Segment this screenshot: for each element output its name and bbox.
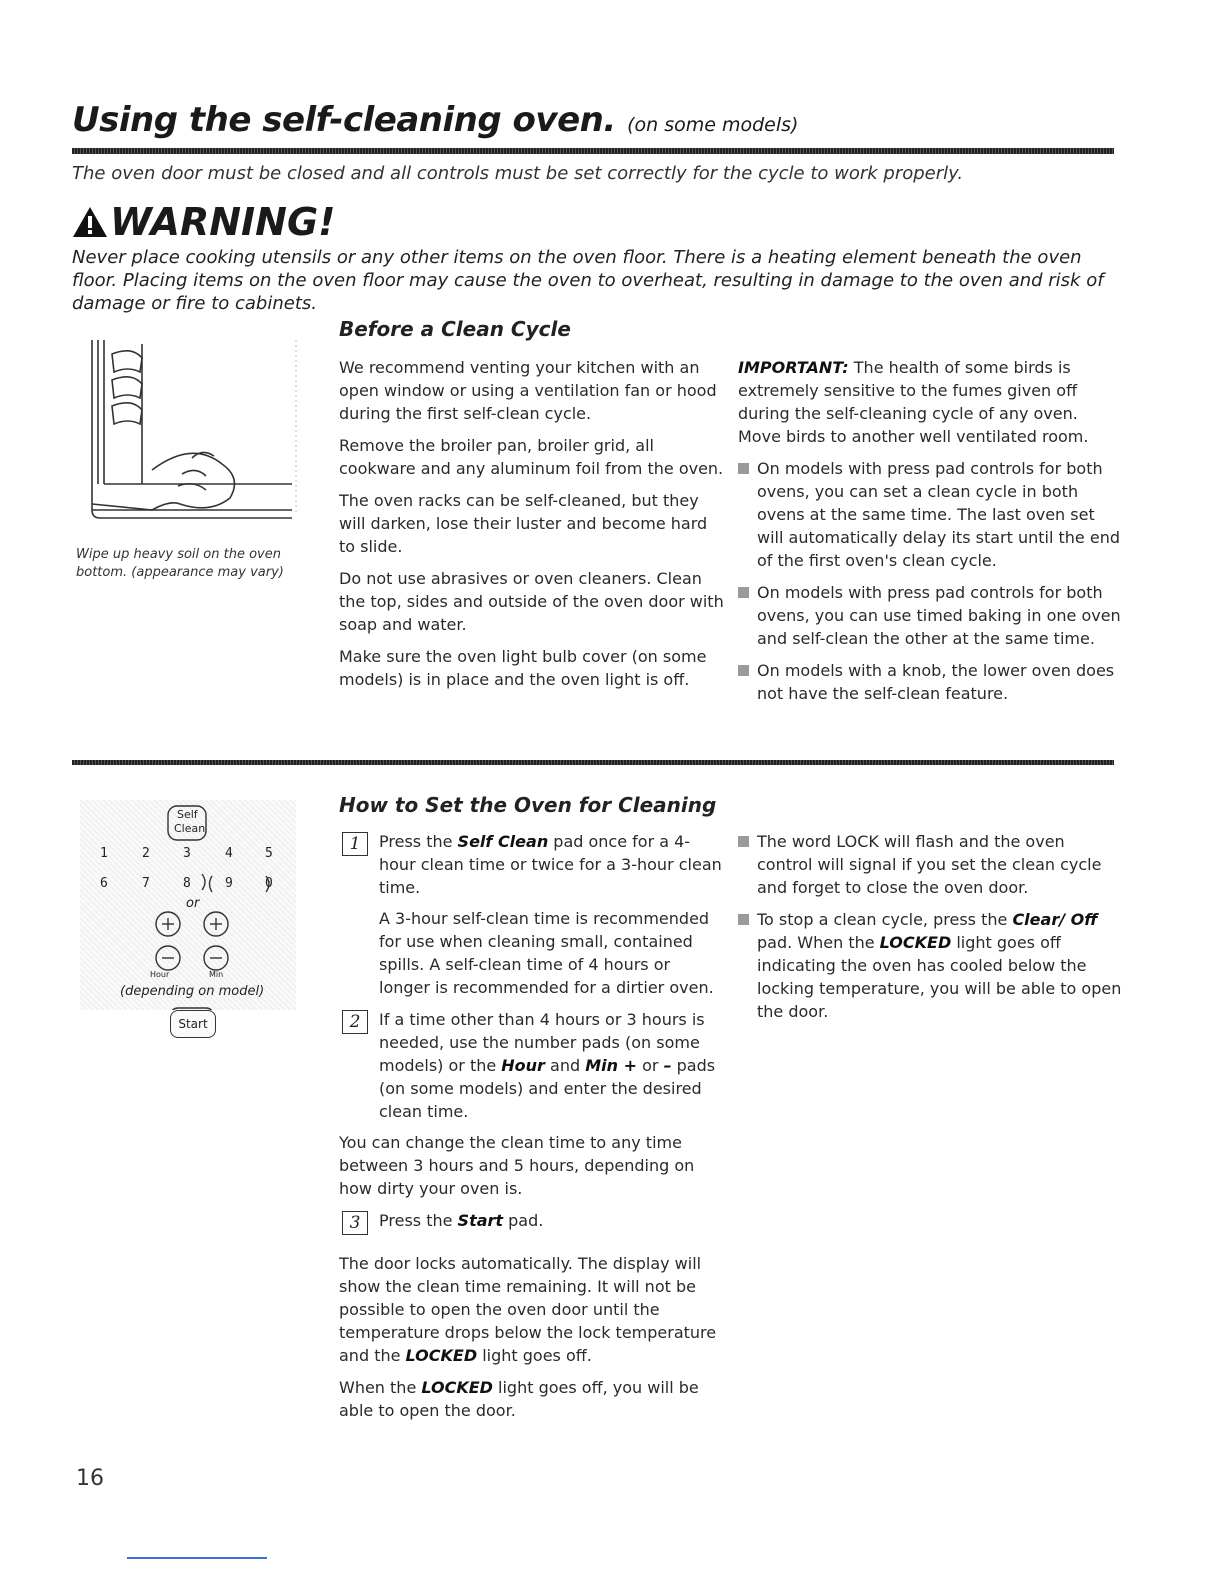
section-divider	[72, 760, 1114, 765]
number-key-6: 6	[100, 876, 108, 891]
step-text: pad once for a 4-hour clean time or twice for a 3-hour clean time.	[379, 832, 722, 897]
step-text: and	[544, 1056, 586, 1075]
number-key-9: 9	[225, 876, 233, 891]
before-column-left	[339, 356, 724, 700]
number-key-0: 0	[265, 876, 273, 891]
step-text: pads (on some models) and enter the desired clean time.	[379, 1056, 716, 1121]
list-item	[738, 830, 1123, 899]
minus-pad-label: –	[663, 1056, 672, 1075]
how-to-column-right	[738, 830, 1123, 1032]
bullet-square-icon	[738, 914, 749, 925]
oven-bottom-illustration	[82, 334, 302, 522]
min-pad-label: Min +	[585, 1056, 638, 1075]
warning-triangle-icon	[72, 206, 108, 238]
step-text: or	[637, 1056, 664, 1075]
number-key-3: 3	[183, 846, 191, 861]
before-paragraph: Make sure the oven light bulb cover (on some models) is in place and the oven light is off.	[339, 647, 707, 689]
bullet-square-icon	[738, 665, 749, 676]
number-key-1: 1	[100, 846, 108, 861]
before-column-right	[738, 356, 1123, 714]
list-item-text: On models with a knob, the lower oven does not have the self-clean feature.	[757, 661, 1115, 703]
paragraph-text: When the	[339, 1378, 422, 1397]
self-clean-pad-label: Self Clean	[457, 832, 549, 851]
warning-title: WARNING!	[110, 200, 336, 244]
warning-text: Never place cooking utensils or any other items on the oven floor. There is a heating element beneath the oven floor. Placing items on the oven floor may cause the oven to overheat, resulting in damage to the oven and risk of damage or fire to cabinets.	[72, 247, 1104, 314]
step-number-2: 2	[342, 1010, 368, 1034]
step-text: Press the	[379, 832, 458, 851]
before-clean-heading: Before a Clean Cycle	[339, 317, 571, 341]
self-clean-key-top: Self	[177, 808, 198, 821]
before-paragraph: Do not use abrasives or oven cleaners. Clean the top, sides and outside of the oven door with soap and water.	[339, 569, 724, 634]
intro-text: The oven door must be closed and all controls must be set correctly for the cycle to work properly.	[72, 163, 964, 184]
page-title-subtitle: (on some models)	[627, 114, 799, 136]
change-time-paragraph: You can change the clean time to any time between 3 hours and 5 hours, depending on how dirty your oven is.	[339, 1133, 695, 1198]
step-3	[339, 1209, 724, 1232]
how-to-heading: How to Set the Oven for Cleaning	[339, 793, 717, 817]
start-key	[170, 1010, 216, 1038]
caption-line-1: Wipe up heavy soil on the oven	[76, 547, 281, 562]
self-clean-key-bottom: Clean	[174, 822, 206, 835]
footer-link-underline	[127, 1557, 267, 1559]
page-title	[72, 100, 798, 140]
step-number-1: 1	[342, 832, 368, 856]
bullet-square-icon	[738, 463, 749, 474]
hour-pad-label: Hour	[501, 1056, 545, 1075]
warning-heading	[72, 200, 336, 244]
list-item	[738, 659, 1123, 705]
important-label: IMPORTANT:	[738, 358, 849, 377]
hour-label: Hour	[150, 970, 170, 979]
before-paragraph: We recommend venting your kitchen with an open window or using a ventilation fan or hood during the first self-clean cycle.	[339, 358, 717, 423]
caption-line-2: bottom. (appearance may vary)	[76, 565, 284, 580]
locked-label: LOCKED	[879, 933, 952, 952]
locked-light-paragraph	[339, 1376, 724, 1422]
clear-off-pad-label: Clear/ Off	[1012, 910, 1098, 929]
bullet-square-icon	[738, 836, 749, 847]
min-label: Min	[209, 970, 224, 979]
important-text: The health of some birds is extremely sensitive to the fumes given off during the self-cleaning cycle of any oven. Move birds to another well ventilated room.	[738, 358, 1089, 446]
page-title-main: Using the self-cleaning oven.	[72, 100, 616, 140]
start-pad-label: Start	[457, 1211, 504, 1230]
list-item-text: To stop a clean cycle, press the	[757, 910, 1013, 929]
control-panel-illustration	[80, 800, 296, 1010]
step-2	[339, 1008, 724, 1123]
number-key-2: 2	[142, 846, 150, 861]
figure-caption	[76, 546, 306, 582]
important-paragraph	[738, 356, 1123, 448]
paragraph-text: light goes off.	[477, 1346, 592, 1365]
before-paragraph: Remove the broiler pan, broiler grid, all cookware and any aluminum foil from the oven.	[339, 436, 724, 478]
title-divider	[72, 148, 1114, 154]
number-key-7: 7	[142, 876, 150, 891]
depending-on-model-label: (depending on model)	[120, 984, 265, 999]
how-to-column-left	[339, 830, 724, 1431]
list-item-text: On models with press pad controls for both ovens, you can use timed baking in one oven and self-clean the other at the same time.	[757, 583, 1121, 648]
step-text: Press the	[379, 1211, 458, 1230]
list-item-text: On models with press pad controls for both ovens, you can set a clean cycle in both ovens at the same time. The last oven set will automatically delay its start until the end of the first oven's clean cycle.	[757, 459, 1120, 570]
step-text: pad.	[503, 1211, 544, 1230]
number-key-4: 4	[225, 846, 233, 861]
step-1	[339, 830, 724, 899]
bullet-square-icon	[738, 587, 749, 598]
step-1-note: A 3-hour self-clean time is recommended for use when cleaning small, contained spills. A self-clean time of 4 hours or longer is recommended for a dirtier oven.	[379, 909, 714, 997]
paragraph-text: light goes off, you will be able to open the door.	[339, 1378, 699, 1420]
list-item-text: pad. When the	[757, 933, 880, 952]
paragraph-text: The door locks automatically. The display will show the clean time remaining. It will not be possible to open the oven door until the temperature drops below the lock temperature and the	[339, 1254, 717, 1365]
list-item	[738, 581, 1123, 650]
list-item-text: light goes off indicating the oven has cooled below the locking temperature, you will be able to open the door.	[757, 933, 1122, 1021]
list-item	[738, 908, 1123, 1023]
step-number-3: 3	[342, 1211, 368, 1235]
number-key-5: 5	[265, 846, 273, 861]
list-item-text: The word LOCK will flash and the oven control will signal if you set the clean cycle and forget to close the oven door.	[757, 832, 1102, 897]
door-locks-paragraph	[339, 1252, 724, 1367]
number-key-8: 8	[183, 876, 191, 891]
or-label: or	[186, 896, 200, 911]
page-number: 16	[76, 1466, 104, 1491]
list-item	[738, 457, 1123, 572]
step-text: If a time other than 4 hours or 3 hours is needed, use the number pads (on some models) or the	[379, 1010, 705, 1075]
start-key-label: Start	[178, 1017, 208, 1031]
locked-label: LOCKED	[405, 1346, 478, 1365]
locked-label: LOCKED	[421, 1378, 493, 1397]
before-paragraph: The oven racks can be self-cleaned, but they will darken, lose their luster and become hard to slide.	[339, 491, 708, 556]
